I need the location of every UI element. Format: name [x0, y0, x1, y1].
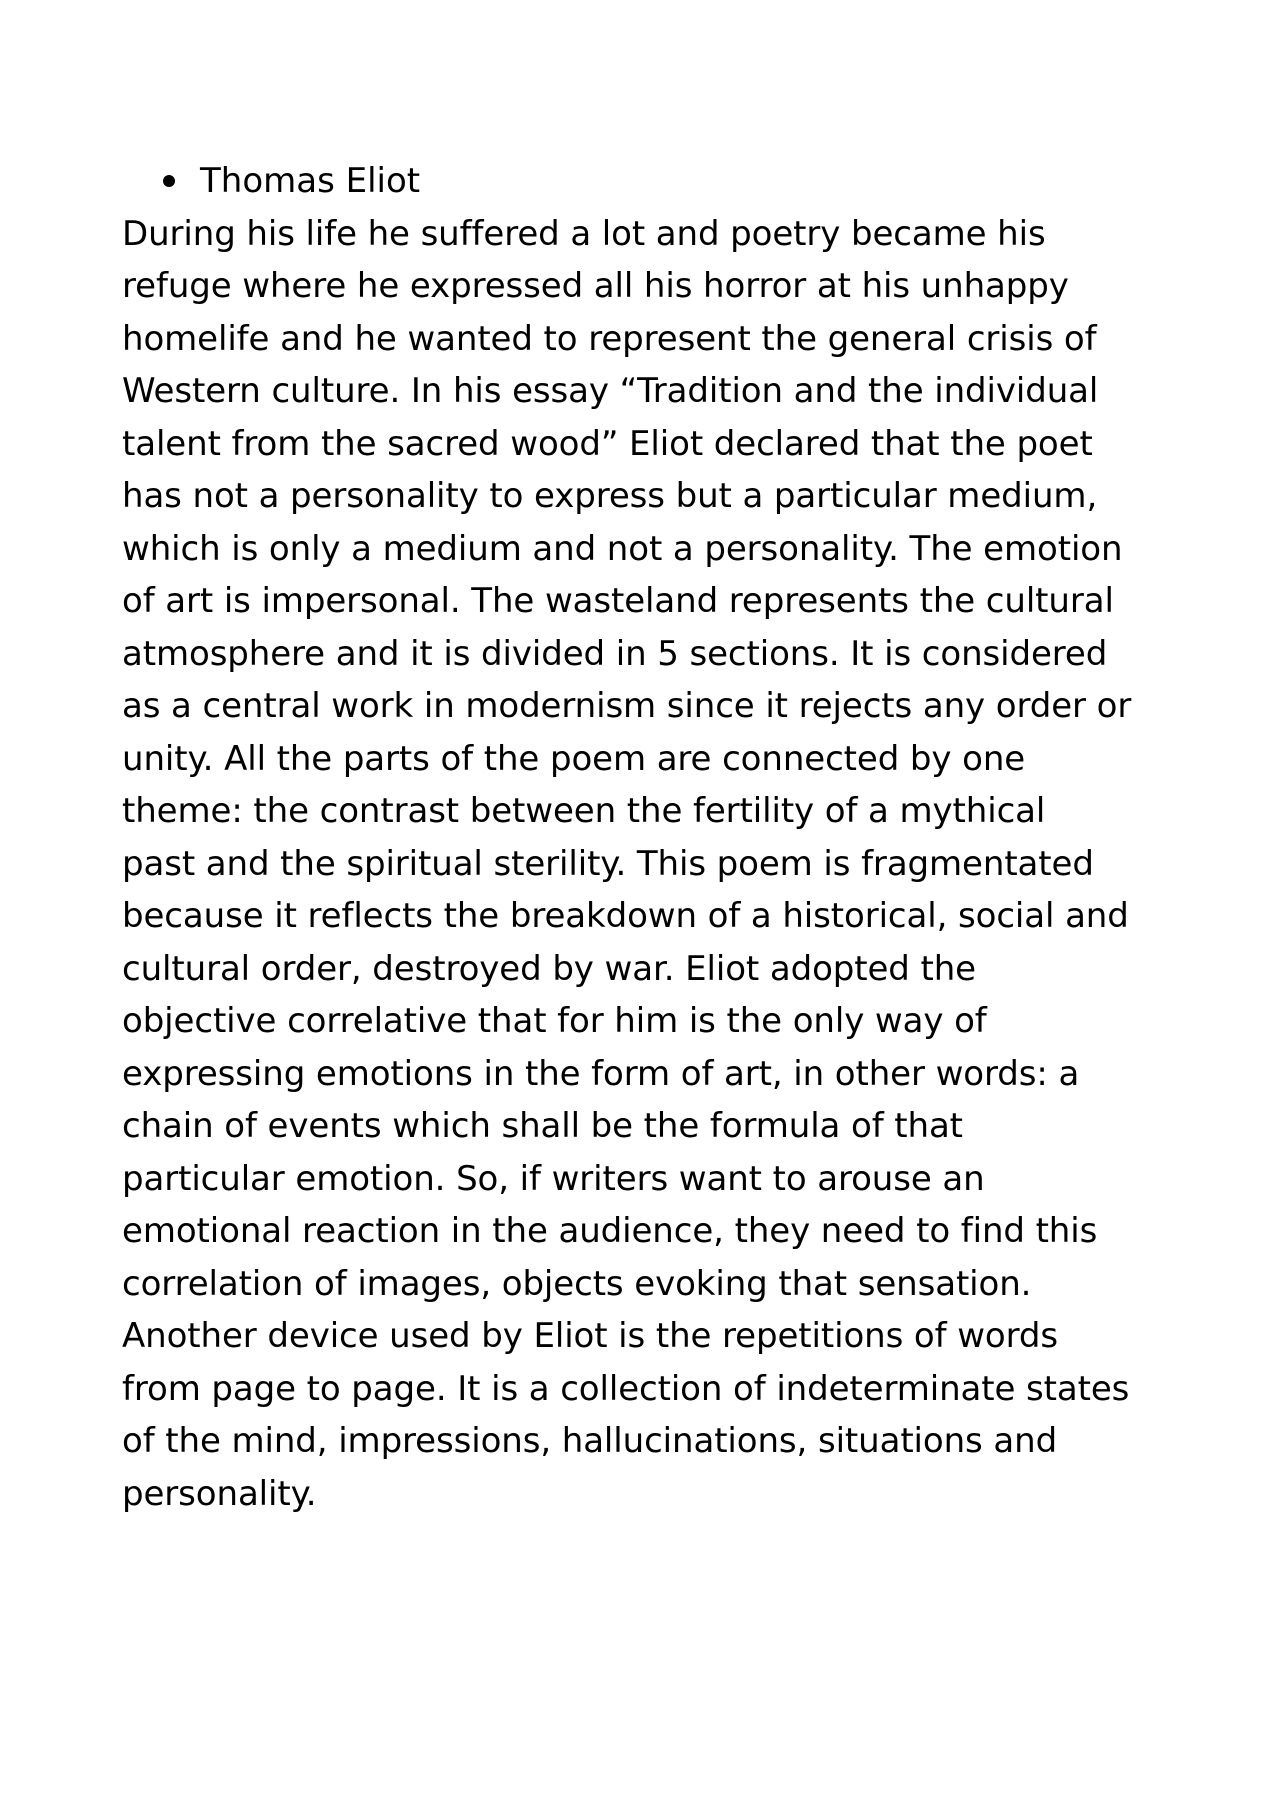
document-content: [122, 155, 1162, 1520]
bullet-text: Thomas Eliot: [200, 161, 421, 201]
bullet-dot-icon: [163, 175, 175, 187]
bullet-list: [122, 155, 1162, 208]
bullet-item-author: [122, 155, 1162, 208]
body-paragraph: During his life he suffered a lot and poetry became his refuge where he expressed all his horror at his unhappy homelife and he wanted to represent the general crisis of Western culture. In his essay “Tradition and the individual talent from the sacred wood” Eliot declared that the poet has not a personality to express but a particular medium, which is only a medium and not a personality. The emotion of art is impersonal. The wasteland represents the cultural atmosphere and it is divided in 5 sections. It is considered as a central work in modernism since it rejects any order or unity. All the parts of the poem are connected by one theme: the contrast between the fertility of a mythical past and the spiritual sterility. This poem is fragmentated because it reflects the breakdown of a historical, social and cultural order, destroyed by war. Eliot adopted the objective correlative that for him is the only way of expressing emotions in the form of art, in other words: a chain of events which shall be the formula of that particular emotion. So, if writers want to arouse an emotional reaction in the audience, they need to find this correlation of images, objects evoking that sensation. Another device used by Eliot is the repetitions of words from page to page. It is a collection of indeterminate states of the mind, impressions, hallucinations, situations and personality.: [122, 213, 1132, 1514]
